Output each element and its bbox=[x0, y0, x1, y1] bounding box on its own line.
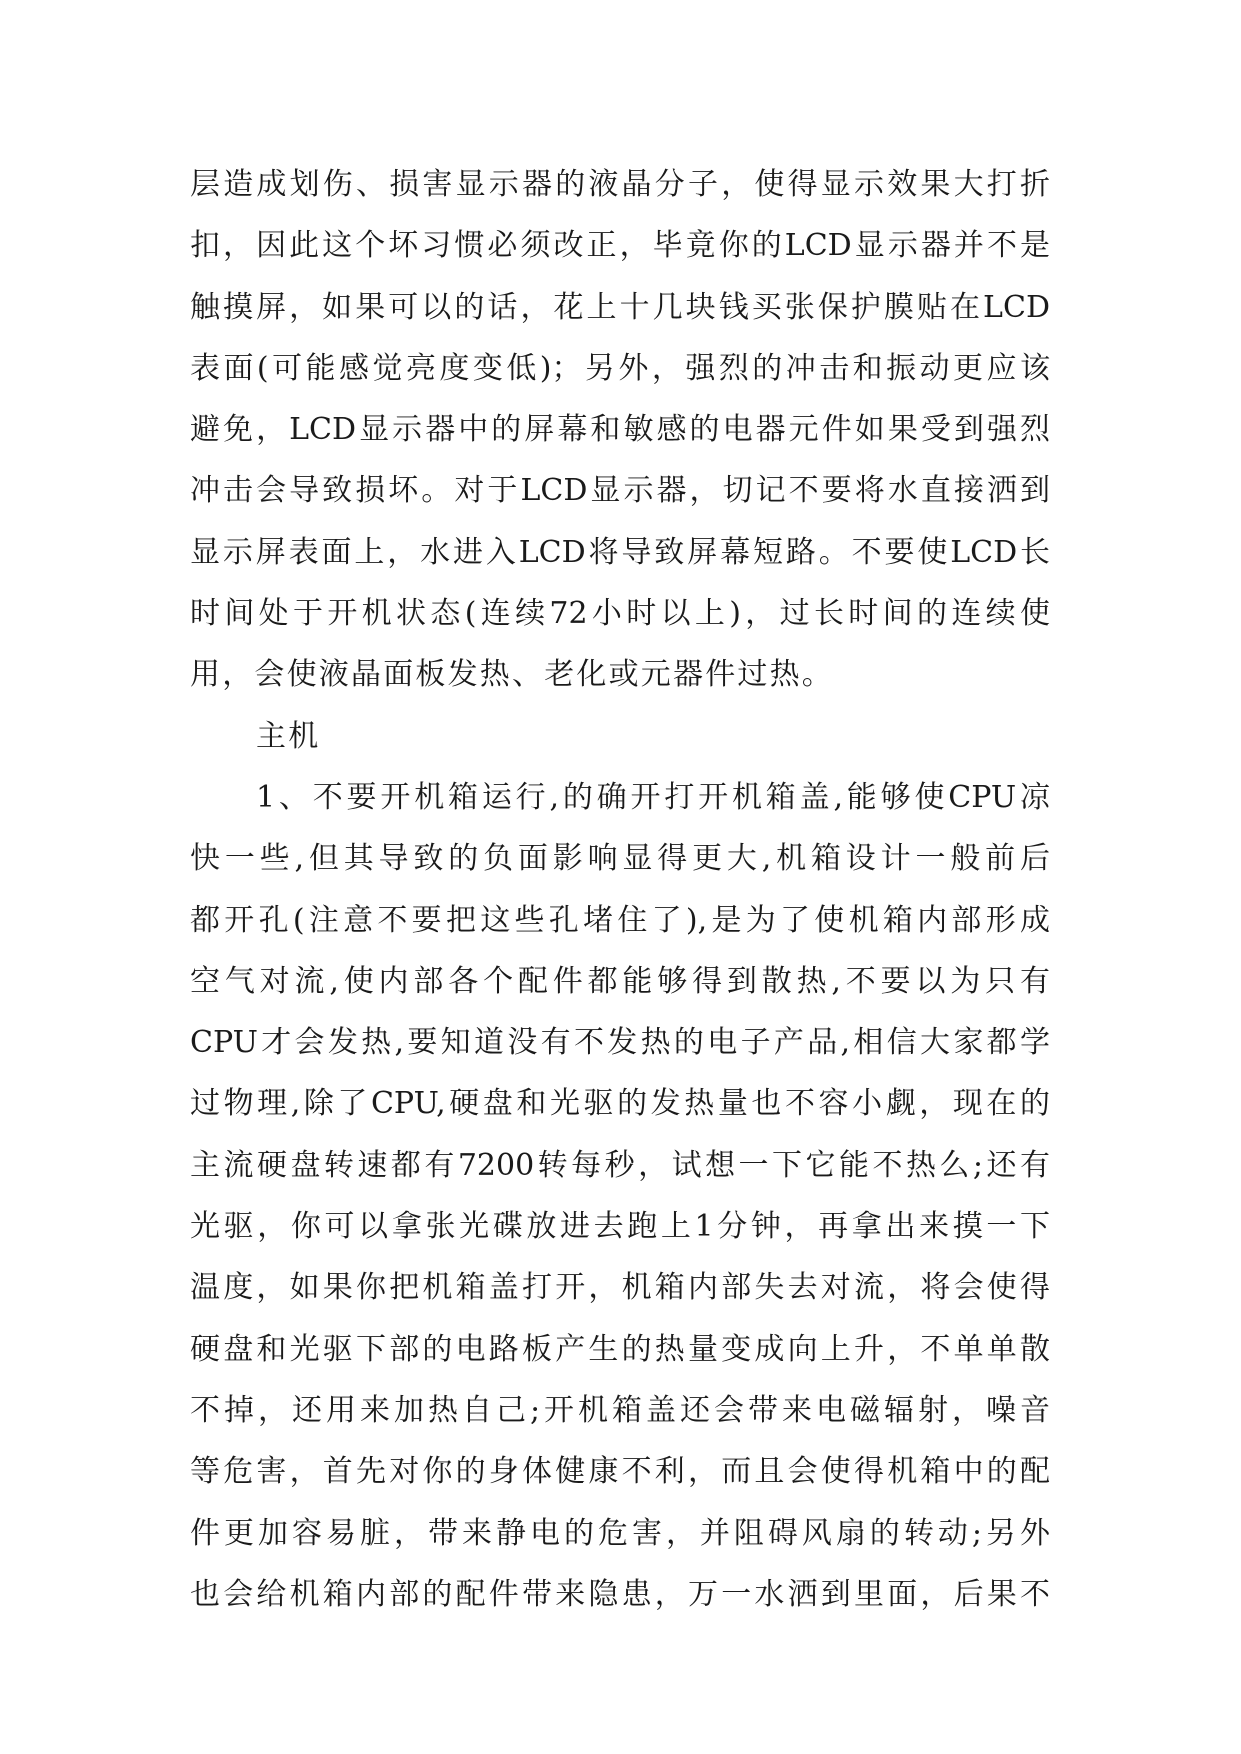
document-body bbox=[190, 154, 1050, 1625]
text-line: CPU才会发热,要知道没有不发热的电子产品,相信大家都学 bbox=[190, 1025, 1050, 1061]
text-line: 避免，LCD显示器中的屏幕和敏感的电器元件如果受到强烈 bbox=[190, 412, 1050, 448]
text-line: 也会给机箱内部的配件带来隐患，万一水洒到里面，后果不 bbox=[190, 1576, 1050, 1612]
text-line: 触摸屏，如果可以的话，花上十几块钱买张保护膜贴在LCD bbox=[190, 289, 1050, 325]
text-line: 扣，因此这个坏习惯必须改正，毕竟你的LCD显示器并不是 bbox=[190, 228, 1050, 264]
text-line: 主流硬盘转速都有7200转每秒，试想一下它能不热么;还有 bbox=[190, 1147, 1050, 1183]
text-line: 冲击会导致损坏。对于LCD显示器，切记不要将水直接洒到 bbox=[190, 473, 1050, 509]
paragraph-host-case bbox=[190, 767, 1050, 1625]
text-line: 时间处于开机状态(连续72小时以上)，过长时间的连续使 bbox=[190, 596, 1050, 632]
text-line: 件更加容易脏，带来静电的危害，并阻碍风扇的转动;另外 bbox=[190, 1515, 1050, 1551]
text-line: 1、不要开机箱运行,的确开打开机箱盖,能够使CPU凉 bbox=[256, 779, 1050, 815]
section-heading: 主机 bbox=[256, 718, 321, 754]
text-line: 表面(可能感觉亮度变低)；另外，强烈的冲击和振动更应该 bbox=[190, 350, 1050, 386]
text-line: 光驱，你可以拿张光碟放进去跑上1分钟，再拿出来摸一下 bbox=[190, 1209, 1050, 1245]
text-line: 空气对流,使内部各个配件都能够得到散热,不要以为只有 bbox=[190, 963, 1050, 999]
text-line: 过物理,除了CPU,硬盘和光驱的发热量也不容小觑，现在的 bbox=[190, 1086, 1050, 1122]
text-line: 硬盘和光驱下部的电路板产生的热量变成向上升，不单单散 bbox=[190, 1331, 1050, 1367]
text-line: 温度，如果你把机箱盖打开，机箱内部失去对流，将会使得 bbox=[190, 1270, 1050, 1306]
paragraph-lcd-care bbox=[190, 154, 1050, 706]
text-line: 等危害，首先对你的身体健康不利，而且会使得机箱中的配 bbox=[190, 1454, 1050, 1490]
text-line: 层造成划伤、损害显示器的液晶分子，使得显示效果大打折 bbox=[190, 167, 1050, 202]
text-line: 显示屏表面上，水进入LCD将导致屏幕短路。不要使LCD长 bbox=[190, 534, 1050, 570]
text-line: 用，会使液晶面板发热、老化或元器件过热。 bbox=[190, 657, 834, 693]
text-line: 不掉，还用来加热自己;开机箱盖还会带来电磁辐射，噪音 bbox=[190, 1392, 1050, 1428]
text-line: 都开孔(注意不要把这些孔堵住了),是为了使机箱内部形成 bbox=[190, 902, 1050, 938]
text-line: 快一些,但其导致的负面影响显得更大,机箱设计一般前后 bbox=[190, 841, 1050, 877]
